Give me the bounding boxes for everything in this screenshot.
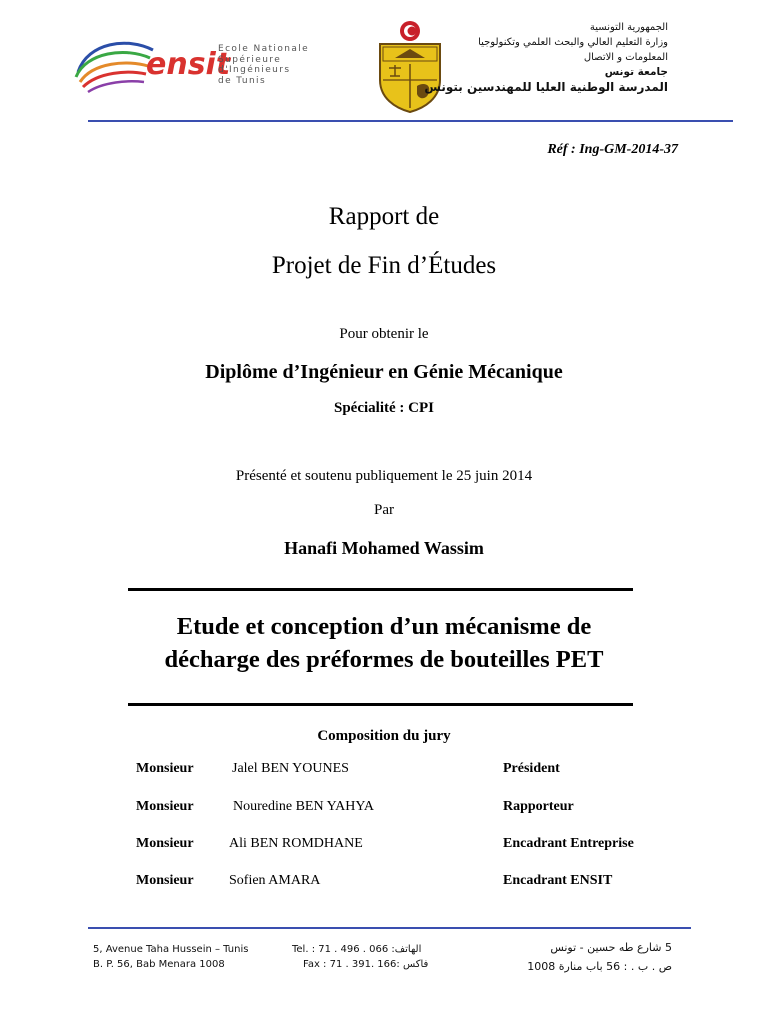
jury-member-title: Monsieur (136, 761, 194, 776)
jury-row (0, 836, 768, 856)
school-line: de Tunis (218, 75, 267, 86)
diploma-title: Diplôme d’Ingénieur en Génie Mécanique (205, 361, 563, 383)
footer-arabic-address (527, 938, 672, 976)
specialty: Spécialité : CPI (334, 400, 434, 416)
school-line: Supérieure (218, 54, 282, 65)
jury-member-name: Jalel BEN YOUNES (232, 761, 349, 776)
report-title-line1: Rapport de (328, 203, 440, 230)
subject-top-rule (128, 588, 633, 591)
jury-member-role: Rapporteur (503, 799, 574, 814)
arabic-address-line: 5 شارع طه حسين - تونس (550, 941, 672, 954)
address-line: B. P. 56, Bab Menara 1008 (93, 959, 225, 970)
ensit-logo-swoosh (68, 32, 231, 102)
jury-member-title: Monsieur (136, 836, 194, 851)
footer-divider (88, 927, 691, 929)
phone-number: Tel. : 71 . 496 . 066 :الهاتف (292, 944, 422, 955)
jury-title: Composition du jury (317, 728, 451, 744)
address-line: 5, Avenue Taha Hussein – Tunis (93, 944, 249, 955)
by-label: Par (374, 502, 394, 518)
footer-address (93, 942, 248, 972)
arabic-line: المعلومات و الاتصال (583, 52, 668, 63)
jury-member-title: Monsieur (136, 873, 194, 888)
jury-member-name: Sofien AMARA (229, 873, 321, 888)
subject-title (0, 610, 768, 676)
subject-bottom-rule (128, 703, 633, 706)
arabic-line: وزارة التعليم العالي والبحث العلمي وتكنولوجيا (478, 37, 668, 48)
school-line: Ecole Nationale (218, 44, 310, 54)
arabic-line: المدرسة الوطنية العليا للمهندسين بتونس (424, 80, 668, 94)
fax-number: Fax : 71 . 391. 166: فاكس (303, 959, 429, 970)
arabic-line: الجمهورية التونسية (589, 22, 668, 33)
header-divider (88, 120, 733, 122)
school-line: d'Ingénieurs (218, 65, 291, 75)
footer-contact (285, 942, 428, 972)
ensit-logo (68, 32, 231, 102)
ensit-logo-text: ensit (146, 47, 231, 82)
jury-member-name: Nouredine BEN YAHYA (233, 799, 375, 814)
subject-line: Etude et conception d’un mécanisme de (176, 613, 592, 640)
presentation-date: Présenté et soutenu publiquement le 25 juin 2014 (235, 468, 533, 484)
report-title-line2: Projet de Fin d’Études (271, 252, 497, 279)
jury-member-name: Ali BEN ROMDHANE (229, 836, 363, 851)
subject-line: décharge des préformes de bouteilles PET (164, 646, 604, 673)
arabic-header (388, 20, 668, 95)
reference-number: Réf : Ing-GM-2014-37 (547, 142, 678, 157)
author-name: Hanafi Mohamed Wassim (284, 538, 484, 558)
arabic-address-line: ص . ب . : 56 باب منارة 1008 (527, 960, 672, 973)
jury-row (0, 873, 768, 893)
jury-member-role: Encadrant Entreprise (503, 836, 634, 851)
arabic-line: جامعة تونس (604, 66, 668, 78)
jury-row (0, 761, 768, 781)
obtain-text: Pour obtenir le (339, 326, 429, 342)
school-name-block (218, 44, 309, 86)
jury-member-role: Encadrant ENSIT (503, 873, 613, 888)
jury-row (0, 799, 768, 819)
jury-member-role: Président (503, 761, 560, 776)
jury-member-title: Monsieur (136, 799, 194, 814)
